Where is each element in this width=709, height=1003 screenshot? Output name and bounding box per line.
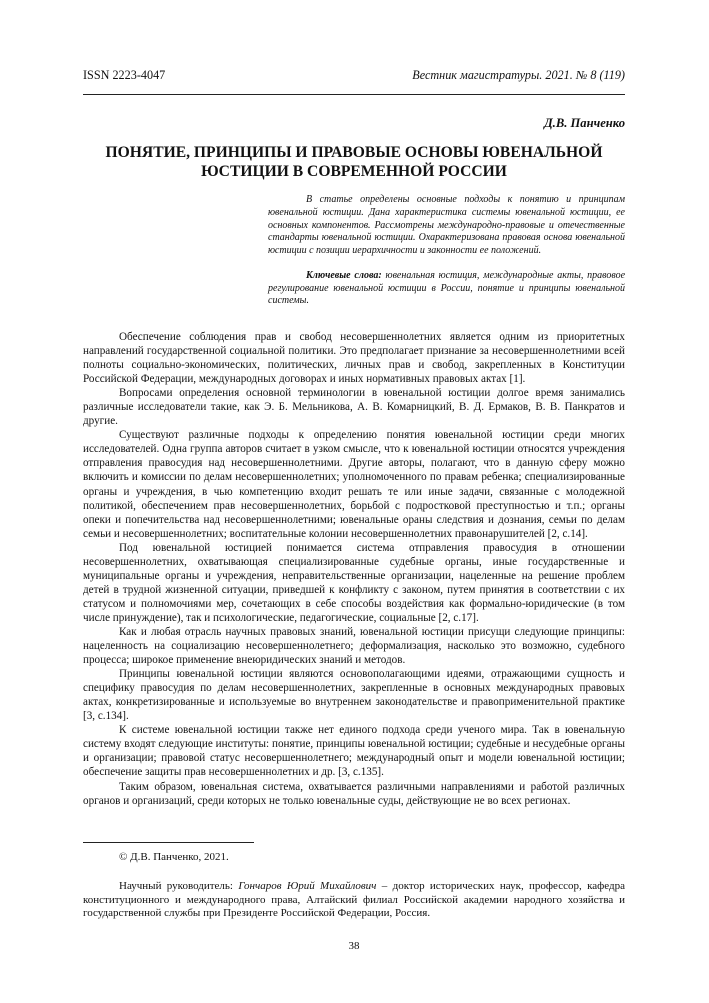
body-paragraph: Под ювенальной юстицией понимается система отправления правосудия в отношении несовершеннолетних, охватывающая специализированные судебные органы, иные государственные и муниципальные органы и учреждения, неправительственные организации, нацеленные на решение проблем детей в трудной жизненной ситуации, приведшей к конфликту с законом, путем принятия в соответствии с их статусом и полномочиями мер, сочетающих в себе способы воздействия как формально-юридические (в том числе принуждение), так и психологические, педагогические, социальные [2, с.17]. <box>83 541 625 624</box>
body-paragraph: К системе ювенальной юстиции также нет единого подхода среди ученого мира. Так в ювенальную систему входят следующие институты: понятие, принципы ювенальной юстиции; судебные и несудебные органы и организации; правовой статус несовершеннолетнего; международный опыт и модели ювенальной юстиции; обеспечение защиты прав несовершеннолетних и др. [3, с.135]. <box>83 724 625 779</box>
body-paragraph: Как и любая отрасль научных правовых знаний, ювенальной юстиции присущи следующие принципы: нацеленность на социализацию несовершеннолетнего; деформализация, насколько это возможно, судебного процесса; широкое применение внеюридических знаний и методов. <box>83 625 625 667</box>
keywords-label: Ключевые слова: <box>306 269 382 281</box>
body-paragraph: Обеспечение соблюдения прав и свобод несовершеннолетних является одним из приоритетных направлений государственной социальной политики. Это предполагает признание за несовершеннолетними всей полноты социально-экономических, политических, личных прав и свобод, закрепленных в Конституции Российской Федерации, международных договорах и иных нормативных правовых актах [1]. <box>83 331 625 386</box>
footnote-rule <box>83 842 254 843</box>
keywords <box>268 270 625 308</box>
issn: ISSN 2223-4047 <box>83 68 166 82</box>
journal-title: Вестник магистратуры. 2021. № 8 (119) <box>412 68 625 82</box>
article-title: ПОНЯТИЕ, ПРИНЦИПЫ И ПРАВОВЫЕ ОСНОВЫ ЮВЕНАЛЬНОЙ ЮСТИЦИИ В СОВРЕМЕННОЙ РОССИИ <box>105 144 603 180</box>
abstract <box>268 194 625 308</box>
advisor-details: – доктор исторических наук, профессор, кафедра конституционного и международного права, Алтайский филиал Российской академии народного хозяйства и государственной службы при Президенте Российской Федерации, Россия. <box>83 880 625 920</box>
abstract-text: В статье определены основные подходы к понятию и принципам ювенальной юстиции. Дана характеристика системы ювенальной юстиции, ее основных компонентов. Рассмотрены международно-правовые и отечественные стандарты ювенальной юстиции. Охарактеризована правовая основа ювенальной юстиции с позиции иерархичности и законности ее положений. <box>268 194 625 256</box>
advisor-label: Научный руководитель: <box>119 880 239 892</box>
article-body <box>83 330 625 808</box>
body-paragraph: Таким образом, ювенальная система, охватывается различными направлениями и работой различных органов и организаций, среди которых не только ювенальные суды, действующие не во всех регионах. <box>83 780 625 807</box>
advisor-note <box>83 880 625 921</box>
body-paragraph: Существуют различные подходы к определению понятия ювенальной юстиции среди многих исследователей. Одна группа авторов считает в узком смысле, что к ювенальной юстиции относятся учреждения отправления правосудия над несовершеннолетними. Другие авторы, полагают, что в данную сферу можно включить и комиссии по делам несовершеннолетних; уполномоченного по правам ребенка; специализированные органы и учреждения, в чью компетенцию входит решать те или иные задачи, связанные с молодежной политикой, обеспечением прав несовершеннолетних, борьбой с подростковой преступностью и т.п.; органы опеки и попечительства над несовершеннолетними; ювенальные ораны следствия и дознания, семьи по делам семьи и несовершеннолетних; воспитательные колонии несовершеннолетних правонарушителей [2, с.14]. <box>83 429 625 540</box>
header-rule <box>83 94 625 95</box>
keywords-list: ювенальная юстиция, международные акты, правовое регулирование ювенальной юстиции в России, понятие и принципы ювенальной системы. <box>268 269 626 307</box>
body-paragraph: Вопросами определения основной терминологии в ювенальной юстиции долгое время занимались различные исследователи такие, как Э. Б. Мельникова, А. В. Комарницкий, В. Д. Ермаков, В. В. Панкратов и другие. <box>83 387 625 428</box>
author-name: Д.В. Панченко <box>544 116 625 130</box>
advisor-paragraph <box>83 880 625 921</box>
page-number: 38 <box>348 940 360 952</box>
body-paragraph: Принципы ювенальной юстиции являются основополагающими идеями, отражающими сущность и специфику правосудия по делам несовершеннолетних, закрепленные в основных международных правовых актах, конкретизированные и используемые во внутреннем законодательстве и правоприменительной практике [3, с.134]. <box>83 668 625 723</box>
copyright-notice: © Д.В. Панченко, 2021. <box>119 851 229 863</box>
advisor-name: Гончаров Юрий Михайлович <box>238 880 377 892</box>
